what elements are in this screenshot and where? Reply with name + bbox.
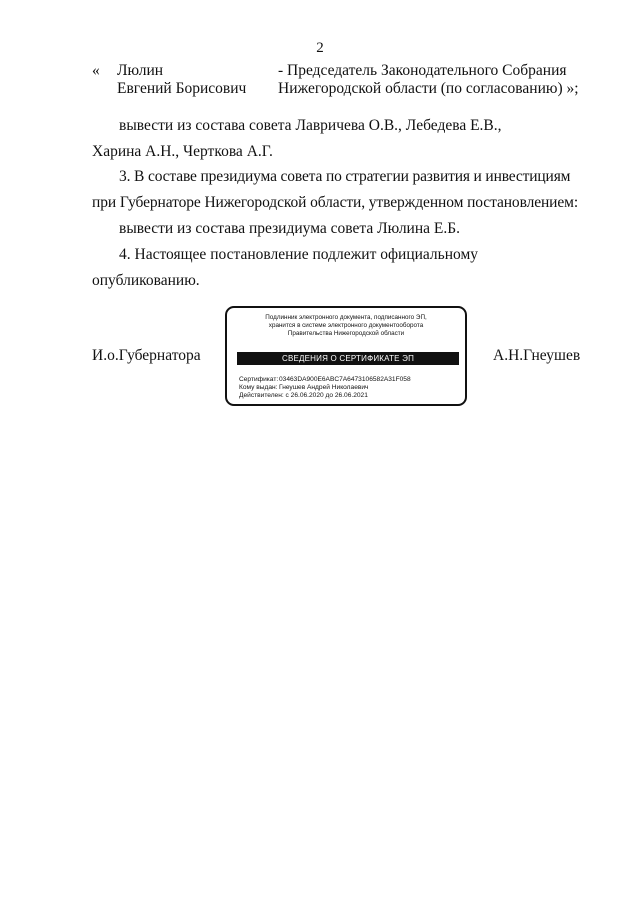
word: подлежит [312, 246, 377, 263]
electronic-signature-stamp [225, 306, 467, 406]
stamp-note [227, 314, 465, 338]
word: вывести [119, 117, 174, 134]
word: состава [195, 117, 246, 134]
word: Настоящее [134, 246, 207, 263]
member-position-line-2: Нижегородской области (по согласованию) »; [278, 80, 579, 97]
word: постановление [210, 246, 309, 263]
word: совета [248, 117, 292, 134]
stamp-issued-to-label: Кому выдан: [239, 384, 278, 391]
stamp-valid-value: с 26.06.2020 до 26.06.2021 [285, 392, 368, 399]
page-number: 2 [316, 40, 324, 56]
stamp-header-bar: СВЕДЕНИЯ О СЕРТИФИКАТЕ ЭП [237, 352, 459, 365]
open-quote: « [92, 62, 100, 79]
word: О.В., [368, 117, 402, 134]
item-4-line-2: опубликованию. [92, 272, 200, 289]
member-given-names: Евгений Борисович [117, 80, 247, 97]
remove-council-line-2: Харина А.Н., Черткова А.Г. [92, 143, 273, 160]
paragraph-item-4 [92, 242, 578, 294]
paragraph-remove-council [92, 113, 578, 165]
word: официальному [380, 246, 479, 263]
stamp-note-line: хранится в системе электронного документооборота [268, 322, 424, 329]
word: из [177, 117, 192, 134]
stamp-valid-row [239, 392, 368, 400]
remove-council-line-1 [92, 113, 578, 139]
signatory-role: И.о.Губернатора [92, 347, 201, 364]
stamp-issued-to-value: Гнеушев Андрей Николаевич [279, 384, 369, 391]
item-3-line-2: при Губернаторе Нижегородской области, утвержденном постановлением: [92, 194, 579, 211]
item-3-line-1: 3. В составе президиума совета по стратегии развития и инвестициям [119, 168, 571, 185]
remove-presidium-line: вывести из состава президиума совета Люлина Е.Б. [119, 220, 461, 237]
stamp-certificate-label: Сертификат: [239, 376, 279, 383]
member-surname: Люлин [117, 62, 164, 79]
stamp-valid-label: Действителен: [239, 392, 284, 399]
signatory-name: А.Н.Гнеушев [493, 347, 581, 364]
word: Е.В., [470, 117, 502, 134]
word: 4. [119, 246, 131, 263]
word: Лавричева [295, 117, 365, 134]
stamp-certificate-row [239, 376, 411, 384]
item-4-line-1 [92, 242, 578, 268]
word: Лебедева [405, 117, 467, 134]
stamp-note-line: Правительства Нижегородской области [287, 330, 405, 337]
paragraph-remove-presidium [92, 216, 578, 242]
stamp-issued-to-row [239, 384, 369, 392]
stamp-certificate-value: 03463DA900E6ABC7A6473106582A31F058 [279, 376, 411, 383]
paragraph-item-3 [92, 164, 578, 216]
stamp-note-line: Подлинник электронного документа, подписанного ЭП, [265, 314, 427, 321]
member-position-line-1: - Председатель Законодательного Собрания [278, 62, 567, 79]
